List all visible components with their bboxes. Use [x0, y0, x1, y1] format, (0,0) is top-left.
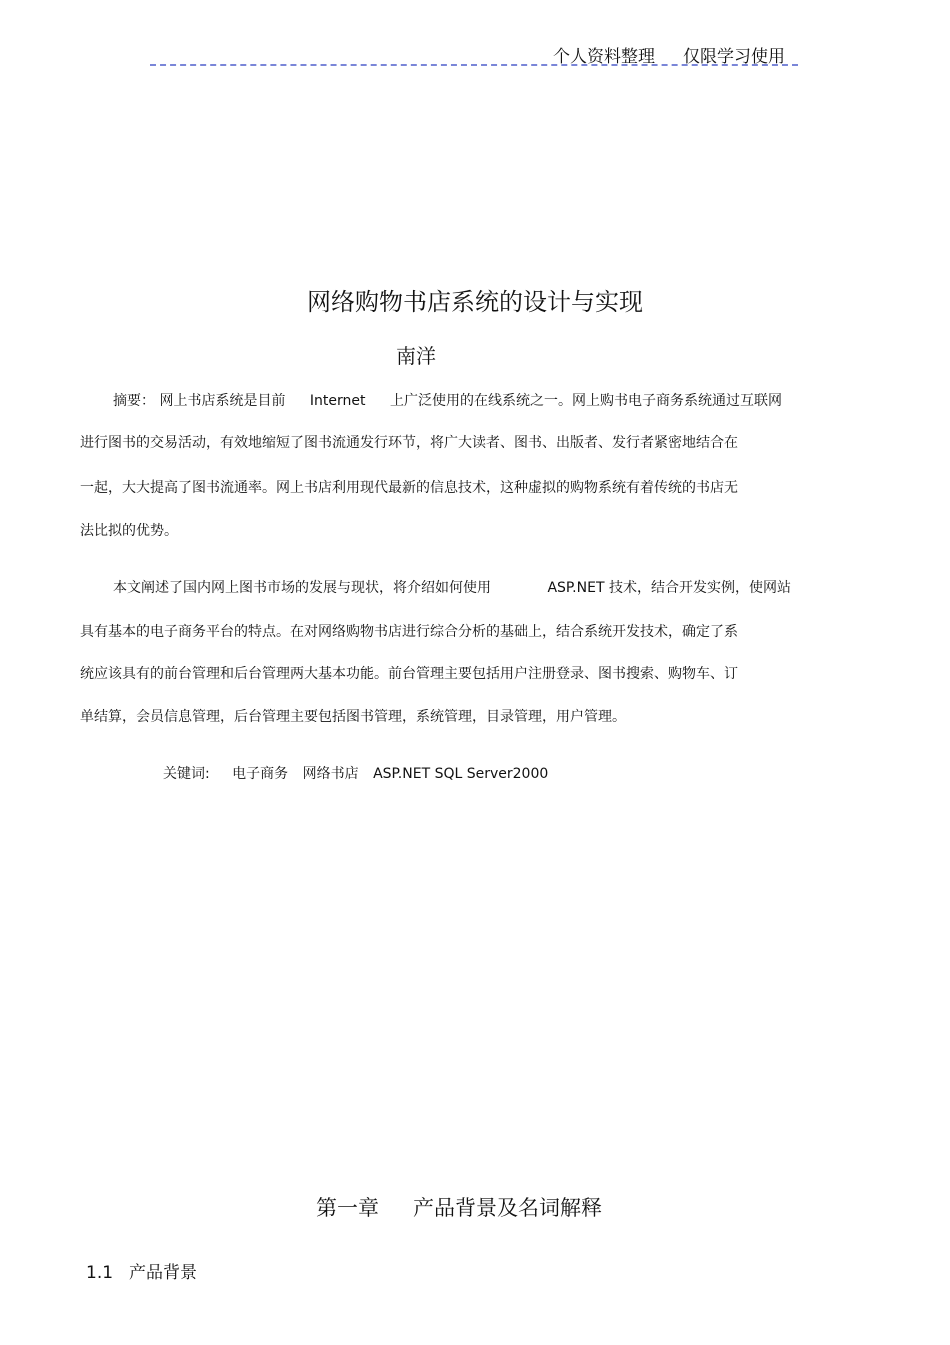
keyword-item: 电子商务 — [232, 766, 289, 782]
header-left-text: 个人资料整理 — [553, 47, 655, 67]
abstract-text: 上广泛使用的在线系统之一。网上购书电子商务系统通过互联网 — [389, 393, 782, 409]
abstract-text: 技术，结合开发实例，使网站 — [608, 580, 791, 596]
header-dashed-rule — [150, 64, 798, 66]
abstract-line-2: 进行图书的交易活动，有效地缩短了图书流通发行环节，将广大读者、图书、出版者、发行者紧密地结合在 — [80, 435, 738, 451]
header-right-text: 仅限学习使用 — [683, 47, 785, 67]
abstract-p2-line-2: 具有基本的电子商务平台的特点。在对网络购物书店进行综合分析的基础上，结合系统开发技术，确定了系 — [80, 624, 738, 640]
keyword-item: ASP.NET SQL Server2000 — [373, 766, 549, 782]
abstract-line-1 — [113, 390, 782, 410]
abstract-line-3: 一起，大大提高了图书流通率。网上书店利用现代最新的信息技术，这种虚拟的购物系统有着传统的书店无 — [80, 480, 738, 496]
abstract-text: 本文阐述了国内网上图书市场的发展与现状，将介绍如何使用 — [113, 580, 491, 596]
abstract-term-aspnet: ASP.NET — [547, 580, 605, 596]
abstract-p2-line-1 — [113, 577, 791, 597]
paper-title: 网络购物书店系统的设计与实现 — [307, 288, 643, 316]
section-title: 产品背景 — [129, 1263, 198, 1283]
section-heading — [86, 1258, 197, 1283]
chapter-title: 产品背景及名词解释 — [413, 1196, 602, 1220]
abstract-term-internet: Internet — [309, 393, 366, 409]
paper-author: 南洋 — [396, 344, 436, 368]
chapter-number: 第一章 — [316, 1196, 379, 1220]
abstract-line-4: 法比拟的优势。 — [80, 523, 178, 539]
keywords-label: 关键词: — [163, 766, 210, 782]
abstract-label: 摘要： — [113, 393, 155, 409]
abstract-p2-line-3: 统应该具有的前台管理和后台管理两大基本功能。前台管理主要包括用户注册登录、图书搜索、购物车、订 — [80, 666, 738, 682]
keyword-item: 网络书店 — [302, 766, 359, 782]
section-number: 1.1 — [86, 1263, 114, 1283]
abstract-text: 网上书店系统是目前 — [159, 393, 286, 409]
abstract-p2-line-4: 单结算，会员信息管理，后台管理主要包括图书管理，系统管理，目录管理，用户管理。 — [80, 709, 626, 725]
keywords-line — [163, 763, 548, 783]
chapter-heading — [316, 1192, 602, 1222]
